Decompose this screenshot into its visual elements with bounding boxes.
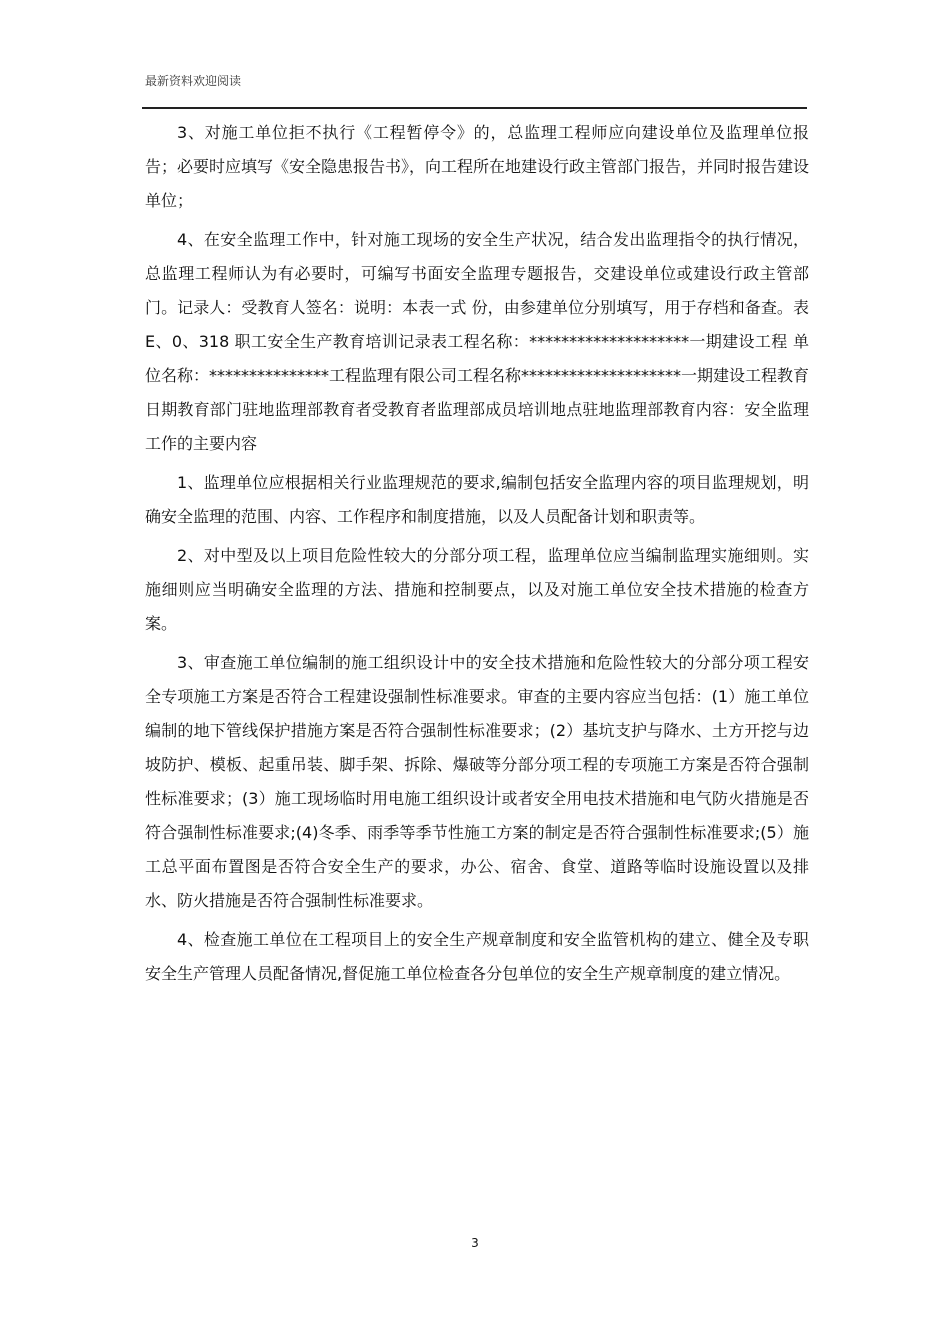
paragraph-1: 3、对施工单位拒不执行《工程暂停令》的，总监理工程师应向建设单位及监理单位报告；必要时应填写《安全隐患报告书》，向工程所在地建设行政主管部门报告，并同时报告建设单位； <box>145 123 810 210</box>
paragraph-3: 1、监理单位应根据相关行业监理规范的要求,编制包括安全监理内容的项目监理规划，明确安全监理的范围、内容、工作程序和制度措施，以及人员配备计划和职责等。 <box>145 473 809 526</box>
document-body <box>145 116 809 996</box>
header-divider <box>142 107 807 109</box>
paragraph-6: 4、检查施工单位在工程项目上的安全生产规章制度和安全监管机构的建立、健全及专职安全生产管理人员配备情况,督促施工单位检查各分包单位的安全生产规章制度的建立情况。 <box>145 930 809 983</box>
running-header: 最新资料欢迎阅读 <box>145 74 242 88</box>
page-number: 3 <box>471 1236 479 1250</box>
paragraph-4: 2、对中型及以上项目危险性较大的分部分项工程，监理单位应当编制监理实施细则。实施细则应当明确安全监理的方法、措施和控制要点，以及对施工单位安全技术措施的检查方案。 <box>145 546 809 633</box>
paragraph-2: 4、在安全监理工作中，针对施工现场的安全生产状况，结合发出监理指令的执行情况，总监理工程师认为有必要时，可编写书面安全监理专题报告，交建设单位或建设行政主管部门。记录人：受教育人签名：说明：本表一式 份，由参建单位分别填写，用于存档和备查。表 E、0、318 职工安全生产教育培训记录表工程名称：********************一期建设工程 单位名称：***************工程监理有限公司工程名称********************一期建设工程教育日期教育部门驻地监理部教育者受教育者监理部成员培训地点驻地监理部教育内容：安全监理工作的主要内容 <box>145 230 810 453</box>
paragraph-5: 3、审查施工单位编制的施工组织设计中的安全技术措施和危险性较大的分部分项工程安全专项施工方案是否符合工程建设强制性标准要求。审查的主要内容应当包括：(1）施工单位编制的地下管线保护措施方案是否符合强制性标准要求；(2）基坑支护与降水、土方开挖与边坡防护、模板、起重吊装、脚手架、拆除、爆破等分部分项工程的专项施工方案是否符合强制性标准要求；(3）施工现场临时用电施工组织设计或者安全用电技术措施和电气防火措施是否符合强制性标准要求;(4)冬季、雨季等季节性施工方案的制定是否符合强制性标准要求;(5）施工总平面布置图是否符合安全生产的要求，办公、宿舍、食堂、道路等临时设施设置以及排水、防火措施是否符合强制性标准要求。 <box>145 653 809 910</box>
